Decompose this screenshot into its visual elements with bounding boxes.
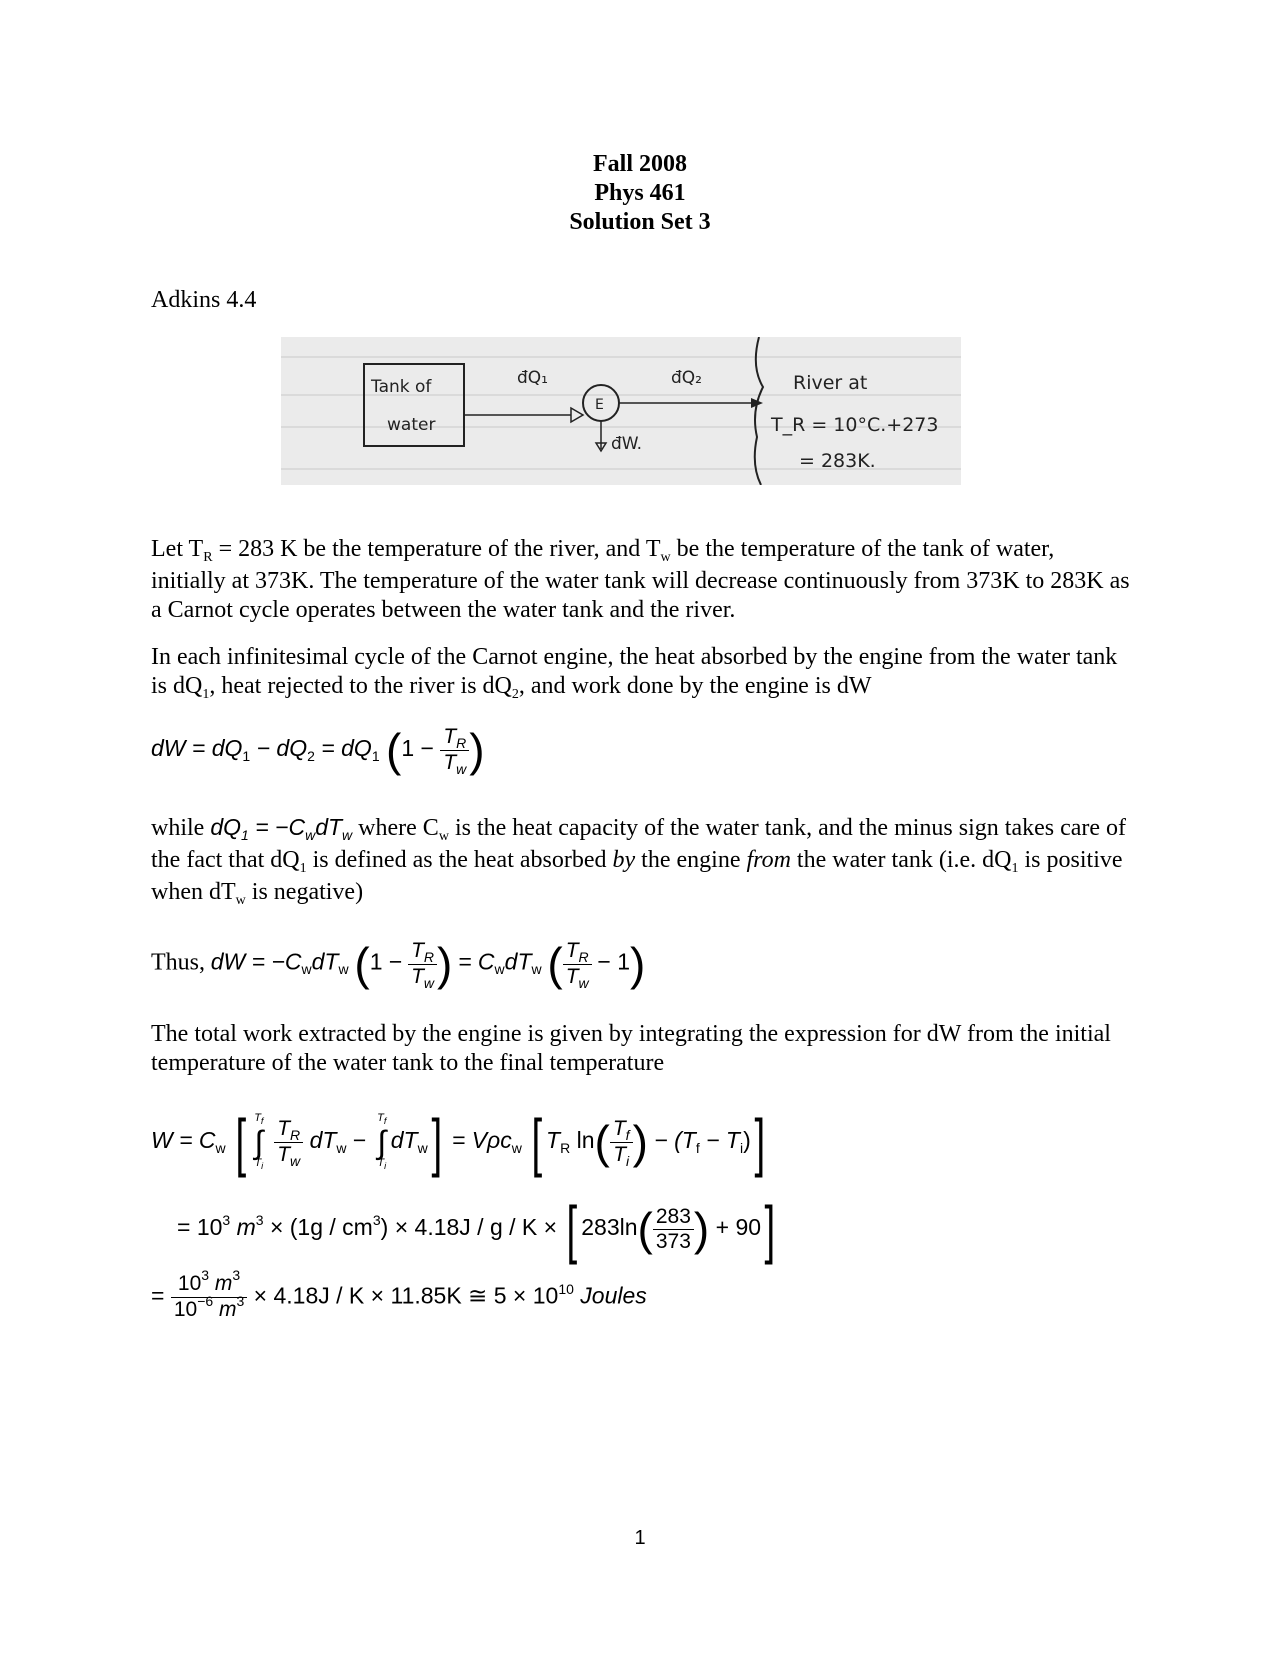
text: while: [151, 815, 205, 841]
dq1-label: đQ₁: [517, 368, 548, 388]
text: is the heat capacity of the water tank, and the minus sign takes care of the fact that dQ: [151, 815, 1127, 873]
subscript: w: [660, 550, 671, 565]
fraction: $\frac{T_R}{T_w}$: [408, 939, 437, 990]
river-label: River at: [793, 372, 868, 394]
eq-term: =: [151, 1282, 165, 1309]
eq-term: 1 −: [401, 735, 434, 762]
subscript: 1: [1011, 861, 1019, 876]
eq-term: Joules: [573, 1282, 647, 1309]
subscript: 1: [202, 687, 210, 702]
eq-term: = Vρc: [451, 1127, 512, 1154]
header-term: Fall 2008: [593, 151, 687, 177]
equation-result: [151, 1267, 647, 1323]
eq-term: dT: [309, 1127, 337, 1154]
header-title: Solution Set 3: [569, 209, 711, 235]
eq-term: ): [743, 1127, 751, 1154]
problem-label: Adkins 4.4: [151, 287, 257, 313]
text: is defined as the heat absorbed: [306, 847, 613, 873]
eq-term: W = C: [151, 1127, 216, 1154]
superscript: 10: [558, 1280, 574, 1297]
text: the water tank (i.e. dQ: [790, 847, 1012, 873]
dq2-label: đQ₂: [671, 368, 702, 388]
subscript: 1: [299, 861, 307, 876]
eq-term: × (1g / cm: [263, 1214, 373, 1241]
eq-term: m: [230, 1214, 256, 1241]
text: Thus,: [151, 949, 205, 976]
text: = 283 K be the temperature of the river, and T: [212, 536, 661, 562]
subscript: w: [438, 829, 449, 844]
page-number: 1: [634, 1527, 646, 1549]
eq-lhs: dW: [151, 735, 186, 762]
header-course: Phys 461: [594, 180, 686, 206]
eq-term: − T: [699, 1127, 740, 1154]
eq-term: − 1: [597, 948, 631, 975]
eq-term: 1 −: [369, 948, 403, 975]
fraction: $\frac{10^3 m^3}{10^{-6} m^3}$: [171, 1272, 247, 1323]
subscript: R: [203, 550, 213, 565]
equation-thus: Thus, dW = $-C_wdT_w$ (1 − $\frac{T_R}{T_w}$ ) = $C_wdT_w$ ( $\frac{T_R}{T_w}$ − 1): [151, 938, 646, 991]
tank-label-water: water: [387, 415, 436, 435]
eq-term: = dQ: [321, 735, 372, 762]
engine-label: E: [595, 397, 604, 413]
eq-term: = dQ: [191, 735, 243, 762]
equation-numeric: = $10^3$ $m^3 \times (1g / cm^3) \times 4.18J / g / K$ × [ 283ln( $\frac{283}{373}$ ) + 90]: [177, 1193, 776, 1265]
eq-term: + 90: [715, 1214, 762, 1241]
eq-term: dT: [311, 948, 339, 975]
paragraph-heat-capacity: [151, 813, 1131, 910]
text: the engine: [635, 847, 747, 873]
eq-term: 283ln: [581, 1214, 638, 1241]
subscript: 2: [511, 687, 519, 702]
fraction: $\frac{T_R}{T_w}$: [274, 1117, 303, 1168]
integral: $T_f$ ∫ $T_i$: [254, 1111, 264, 1172]
eq-term: = 10: [177, 1214, 223, 1241]
subscript: w: [235, 893, 246, 908]
fraction: $\frac{T_R}{T_w}$: [440, 725, 469, 776]
dw-label: đW.: [611, 434, 643, 454]
superscript: 3: [222, 1212, 231, 1229]
tank-label: Tank of: [371, 377, 432, 397]
eq-term: ln: [576, 1127, 595, 1154]
emphasis: by: [612, 847, 636, 873]
text: be the temperature of the tank of water, initially at 373K. The temperature of the water tank will decrease continuously from 373K to 283K as a Carnot cycle operates between the water tank and the river.: [151, 536, 1130, 623]
text: is positive when dT: [151, 847, 1123, 905]
equation-work-integral: $W = C_w$ [ $T_f$ ∫ $T_i$ $\frac{T_R}{T_w}$ $dT_w$ − $T_f$ ∫ $T_i$ $dT_w] = V\rho c_w$ [ $T_R$ ln( $\frac{T_f}{T_i}$ ) − $(T_f - T_i)$]: [151, 1106, 765, 1178]
text: is negative): [245, 879, 364, 905]
text: Let T: [151, 536, 204, 562]
paragraph-total-work: The total work extracted by the engine is given by integrating the expression for dW from the initial temperature of the water tank to the final temperature: [151, 1021, 1111, 1076]
fraction: $\frac{T_f}{T_i}$: [610, 1117, 633, 1168]
fraction: $\frac{283}{373}$: [653, 1205, 694, 1254]
eq-term: −: [352, 1127, 367, 1154]
equation-dw: dW = $dQ_1 - dQ_2 = dQ_1$ (1 − $\frac{T_R}{T_w}$ ): [151, 724, 485, 777]
text: where C: [352, 815, 439, 841]
eq-term: dW = −C: [210, 948, 302, 975]
integral: $T_f$ ∫ $T_i$: [377, 1111, 387, 1172]
eq-term: − dQ: [256, 735, 308, 762]
carnot-sketch: [281, 337, 961, 485]
river-kelvin: = 283K.: [799, 450, 876, 472]
text: , heat rejected to the river is dQ: [209, 673, 512, 699]
text: In each infinitesimal cycle of the Carnot engine, the heat absorbed by the engine from the water tank is dQ: [151, 644, 1118, 699]
eq-term: = C: [458, 948, 495, 975]
document-header: [0, 150, 1280, 237]
fraction: $\frac{T_R}{T_w}$: [563, 939, 592, 990]
eq-term: ) × 4.18J / g / K ×: [380, 1214, 558, 1241]
eq-term: × 4.18J / K × 11.85K ≅ 5 × 10: [253, 1282, 559, 1309]
inline-equation: $dQ_1 = -C_wdT_w$: [210, 814, 353, 843]
paragraph-cycle: [151, 643, 1131, 704]
text: , and work done by the engine is dW: [518, 673, 872, 699]
eq-term: − (T: [654, 1127, 696, 1154]
paragraph-intro: [151, 535, 1131, 625]
emphasis: from: [746, 847, 791, 873]
river-temp: T_R = 10°C.+273: [771, 414, 939, 436]
